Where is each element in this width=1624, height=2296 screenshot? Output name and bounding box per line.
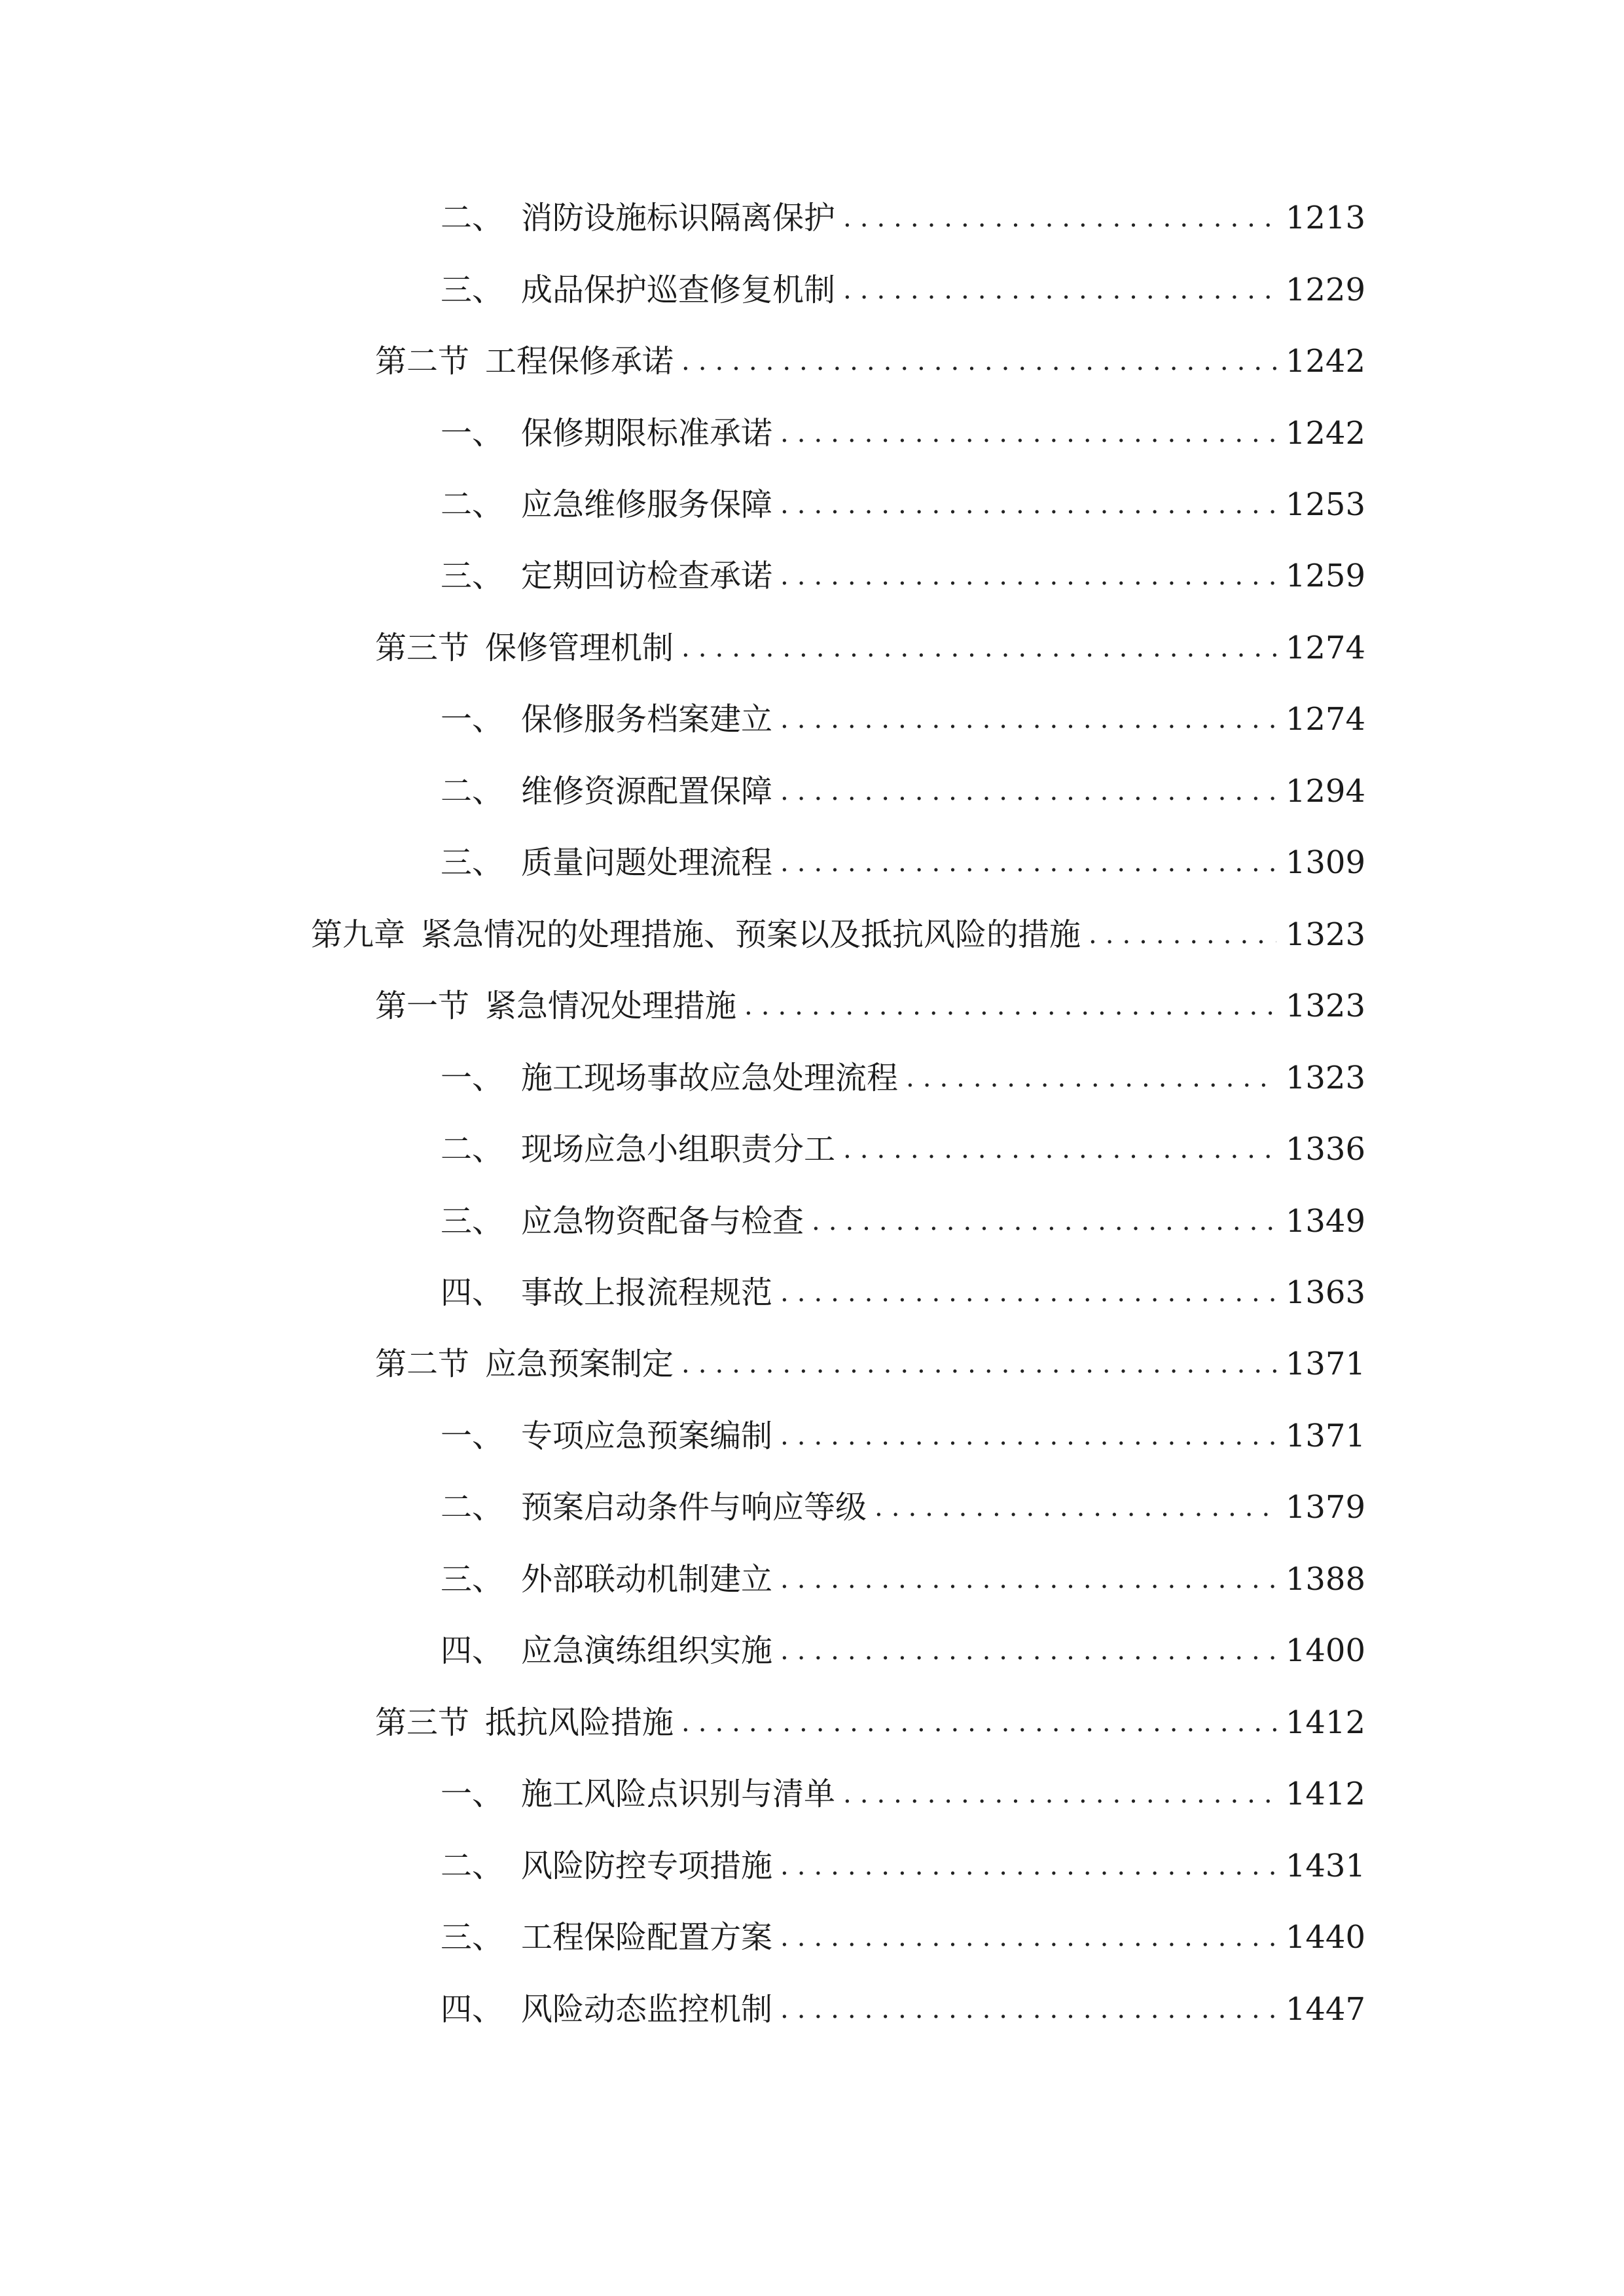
toc-entry-number: 三、 <box>441 1561 504 1598</box>
toc-entry-page: 1259 <box>1285 558 1365 594</box>
toc-entry-number: 二、 <box>441 1131 504 1168</box>
toc-entry-page: 1371 <box>1285 1418 1365 1454</box>
dot-leader <box>780 1624 1276 1677</box>
dot-leader <box>681 1696 1276 1749</box>
toc-entry-title: 工程保修承诺 <box>485 343 674 380</box>
dot-leader <box>681 1338 1276 1390</box>
dot-leader <box>780 765 1276 817</box>
toc-entry-number: 第三节 <box>375 630 470 666</box>
toc-entry-number: 二、 <box>441 773 504 810</box>
toc-entry-number: 三、 <box>441 558 504 594</box>
toc-entry[interactable] <box>441 1768 1365 1820</box>
toc-entry-title: 施工风险点识别与清单 <box>521 1776 836 1812</box>
toc-entry-page: 1388 <box>1285 1561 1365 1598</box>
toc-entry[interactable] <box>441 192 1365 244</box>
toc-entry-title: 成品保护巡查修复机制 <box>521 272 836 308</box>
toc-entry-page: 1412 <box>1285 1776 1365 1812</box>
toc-entry-page: 1379 <box>1285 1489 1365 1526</box>
toc-entry-title: 质量问题处理流程 <box>521 844 773 881</box>
dot-leader <box>843 1768 1276 1820</box>
toc-entry[interactable] <box>375 1696 1365 1749</box>
toc-entry[interactable] <box>375 335 1365 387</box>
toc-entry-number: 第三节 <box>375 1704 470 1741</box>
toc-entry-title: 保修服务档案建立 <box>521 701 773 738</box>
dot-leader <box>744 980 1276 1032</box>
toc-entry-page: 1294 <box>1285 773 1365 810</box>
dot-leader <box>780 550 1276 602</box>
toc-entry-page: 1242 <box>1285 343 1365 380</box>
toc-entry-page: 1363 <box>1285 1274 1365 1311</box>
toc-entry-number: 第九章 <box>311 916 406 953</box>
toc-entry-title: 抵抗风险措施 <box>485 1704 674 1741</box>
toc-entry-page: 1274 <box>1285 701 1365 738</box>
dot-leader <box>906 1052 1276 1104</box>
toc-entry-page: 1412 <box>1285 1704 1365 1741</box>
toc-entry-title: 外部联动机制建立 <box>521 1561 773 1598</box>
toc-entry[interactable] <box>375 1338 1365 1390</box>
toc-entry-number: 一、 <box>441 415 504 452</box>
toc-entry[interactable] <box>441 264 1365 316</box>
dot-leader <box>843 264 1276 316</box>
toc-entry-number: 二、 <box>441 200 504 236</box>
toc-entry[interactable] <box>441 1123 1365 1175</box>
toc-entry-title: 应急预案制定 <box>485 1346 674 1382</box>
toc-entry[interactable] <box>375 622 1365 674</box>
toc-entry-title: 施工现场事故应急处理流程 <box>521 1060 899 1096</box>
toc-entry-title: 现场应急小组职责分工 <box>521 1131 836 1168</box>
toc-entry[interactable] <box>441 407 1365 459</box>
toc-entry-title: 维修资源配置保障 <box>521 773 773 810</box>
toc-entry-page: 1213 <box>1285 200 1365 236</box>
dot-leader <box>681 335 1276 387</box>
toc-entry-title: 保修期限标准承诺 <box>521 415 773 452</box>
toc-entry[interactable] <box>441 1052 1365 1104</box>
toc-entry[interactable] <box>441 836 1365 889</box>
toc-entry-number: 三、 <box>441 1203 504 1240</box>
dot-leader <box>780 1840 1276 1892</box>
toc-entry-page: 1253 <box>1285 486 1365 523</box>
toc-entry-page: 1323 <box>1285 916 1365 953</box>
toc-entry-page: 1371 <box>1285 1346 1365 1382</box>
toc-entry[interactable] <box>441 1481 1365 1534</box>
toc-entry[interactable] <box>441 765 1365 817</box>
toc-entry[interactable] <box>441 1983 1365 2036</box>
toc-entry-number: 三、 <box>441 1919 504 1956</box>
dot-leader <box>843 1123 1276 1175</box>
toc-entry-title: 紧急情况的处理措施、预案以及抵抗风险的措施 <box>421 916 1081 953</box>
toc-entry-page: 1229 <box>1285 272 1365 308</box>
toc-entry-number: 二、 <box>441 1489 504 1526</box>
toc-entry-number: 四、 <box>441 1632 504 1669</box>
toc-entry-page: 1447 <box>1285 1991 1365 2028</box>
toc-entry-number: 二、 <box>441 1848 504 1884</box>
dot-leader <box>780 1410 1276 1462</box>
toc-entry[interactable] <box>441 693 1365 745</box>
toc-entry-number: 一、 <box>441 701 504 738</box>
toc-entry-number: 第二节 <box>375 343 470 380</box>
toc-entry-number: 四、 <box>441 1991 504 2028</box>
toc-entry[interactable] <box>441 550 1365 602</box>
dot-leader <box>780 1266 1276 1319</box>
toc-entry[interactable] <box>441 1410 1365 1462</box>
toc-entry-title: 风险动态监控机制 <box>521 1991 773 2028</box>
toc-entry[interactable] <box>441 1266 1365 1319</box>
toc-entry-page: 1323 <box>1285 988 1365 1024</box>
toc-entry-title: 应急维修服务保障 <box>521 486 773 523</box>
dot-leader <box>812 1195 1276 1247</box>
dot-leader <box>780 1983 1276 2036</box>
toc-entry-title: 应急演练组织实施 <box>521 1632 773 1669</box>
dot-leader <box>875 1481 1276 1534</box>
dot-leader <box>681 622 1276 674</box>
toc-entry-title: 预案启动条件与响应等级 <box>521 1489 867 1526</box>
toc-entry-page: 1400 <box>1285 1632 1365 1669</box>
toc-entry[interactable] <box>375 980 1365 1032</box>
toc-entry-title: 专项应急预案编制 <box>521 1418 773 1454</box>
toc-entry-number: 一、 <box>441 1060 504 1096</box>
toc-entry-number: 三、 <box>441 272 504 308</box>
toc-entry[interactable] <box>441 1553 1365 1605</box>
dot-leader <box>1089 908 1276 961</box>
toc-entry-page: 1323 <box>1285 1060 1365 1096</box>
toc-entry-page: 1242 <box>1285 415 1365 452</box>
toc-entry-number: 第二节 <box>375 1346 470 1382</box>
dot-leader <box>780 407 1276 459</box>
dot-leader <box>780 836 1276 889</box>
toc-entry-number: 第一节 <box>375 988 470 1024</box>
toc-entry-page: 1440 <box>1285 1919 1365 1956</box>
toc-entry-number: 三、 <box>441 844 504 881</box>
toc-entry-number: 四、 <box>441 1274 504 1311</box>
toc-entry-number: 二、 <box>441 486 504 523</box>
toc-entry-title: 应急物资配备与检查 <box>521 1203 804 1240</box>
toc-entry-title: 保修管理机制 <box>485 630 674 666</box>
toc-entry-title: 风险防控专项措施 <box>521 1848 773 1884</box>
toc-entry-page: 1336 <box>1285 1131 1365 1168</box>
dot-leader <box>780 1553 1276 1605</box>
toc-entry-title: 定期回访检查承诺 <box>521 558 773 594</box>
toc-entry-title: 事故上报流程规范 <box>521 1274 773 1311</box>
toc-entry-number: 一、 <box>441 1418 504 1454</box>
toc-chapter-entry[interactable] <box>311 908 1365 961</box>
toc-entry-title: 紧急情况处理措施 <box>485 988 737 1024</box>
dot-leader <box>780 478 1276 531</box>
toc-entry-page: 1431 <box>1285 1848 1365 1884</box>
toc-entry-page: 1349 <box>1285 1203 1365 1240</box>
toc-entry-number: 一、 <box>441 1776 504 1812</box>
dot-leader <box>780 1911 1276 1964</box>
toc-entry[interactable] <box>441 1195 1365 1247</box>
toc-entry-title: 消防设施标识隔离保护 <box>521 200 836 236</box>
dot-leader <box>780 693 1276 745</box>
toc-entry-page: 1309 <box>1285 844 1365 881</box>
toc-entry[interactable] <box>441 1624 1365 1677</box>
toc-entry[interactable] <box>441 478 1365 531</box>
toc-entry[interactable] <box>441 1840 1365 1892</box>
toc-entry-page: 1274 <box>1285 630 1365 666</box>
toc-entry-title: 工程保险配置方案 <box>521 1919 773 1956</box>
toc-entry[interactable] <box>441 1911 1365 1964</box>
dot-leader <box>843 192 1276 244</box>
